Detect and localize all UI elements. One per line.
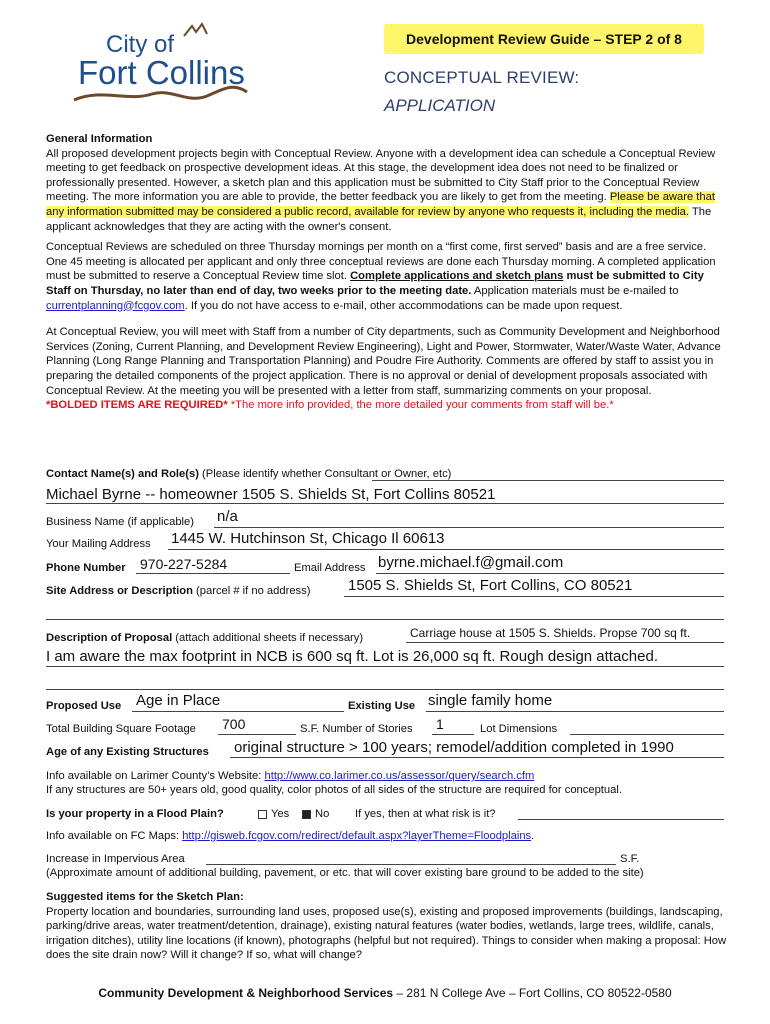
proposed-use-field[interactable]: Age in Place bbox=[136, 692, 221, 709]
fc-maps-info: Info available on FC Maps: http://gisweb.fcgov.com/redirect/default.aspx?layerTheme=Floodplains. bbox=[46, 830, 535, 842]
age-field[interactable]: original structure > 100 years; remodel/addition completed in 1990 bbox=[234, 739, 674, 756]
site-line-2 bbox=[46, 619, 724, 620]
flood-yes-checkbox bbox=[258, 810, 267, 819]
required-note: *BOLDED ITEMS ARE REQUIRED* *The more info provided, the more detailed your comments from staff will be.* bbox=[46, 399, 614, 412]
contact-field[interactable]: Michael Byrne -- homeowner 1505 S. Shields St, Fort Collins 80521 bbox=[46, 486, 496, 503]
lot-dimensions-field[interactable] bbox=[570, 734, 724, 735]
footer bbox=[0, 986, 770, 1000]
phone-field[interactable]: 970-227-5284 bbox=[140, 556, 228, 572]
age-line bbox=[230, 757, 724, 758]
logo-peak-mark bbox=[184, 24, 207, 36]
general-heading: General Information bbox=[46, 133, 153, 145]
email-field[interactable]: byrne.michael.f@gmail.com bbox=[378, 554, 564, 571]
footer-org: Community Development & Neighborhood Services bbox=[98, 986, 394, 1000]
sketch-heading: Suggested items for the Sketch Plan: bbox=[46, 891, 244, 903]
existing-use-label: Existing Use bbox=[348, 700, 416, 712]
city-logo bbox=[72, 22, 302, 117]
flood-plain-label: Is your property in a Flood Plain? bbox=[46, 808, 224, 820]
larimer-link[interactable]: http://www.co.larimer.co.us/assessor/query/search.cfm bbox=[264, 770, 535, 782]
contact-line-2 bbox=[46, 503, 724, 504]
sqft-field[interactable]: 700 bbox=[222, 716, 246, 732]
photos-note: If any structures are 50+ years old, good quality, color photos of all sides of the structure are required for conceptual. bbox=[46, 784, 622, 796]
general-paragraph-1: All proposed development projects begin with Conceptual Review. Anyone with a development idea can schedule a Conceptual Review meeting to get feedback on prospective development ideas. At this stage, the development idea does not need to be finalized or professionally presented. However, a sketch plan and this application must be submitted to City Staff prior to the Conceptual Review meeting. The more information you are able to provide, the better feedback you are likely to get from the meeting. Please be aware that any information submitted may be considered a public record, available for review by anyone who requests it, including the media. The applicant acknowledges that they are acting with the owner's consent. bbox=[46, 147, 716, 233]
sketch-plan-section bbox=[46, 890, 730, 963]
email-line bbox=[376, 573, 724, 574]
description-field-2[interactable]: I am aware the max footprint in NCB is 600 sq ft. Lot is 26,000 sq ft. Rough design attached. bbox=[46, 648, 659, 665]
logo-fort-collins: Fort Collins bbox=[78, 54, 245, 91]
impervious-label: Increase in Impervious Area bbox=[46, 853, 185, 865]
page-subtitle: APPLICATION bbox=[384, 96, 496, 115]
flood-yes-option[interactable]: Yes bbox=[258, 808, 289, 820]
impervious-note: (Approximate amount of additional building, pavement, or etc. that will cover existing bare ground to be added to the site) bbox=[46, 867, 644, 879]
sketch-paragraph: Property location and boundaries, surrounding land uses, proposed use(s), existing and proposed improvements (buildings, landscaping, parking/drive areas, water treatment/detention, drainage), existing natural features (water bodies, wetlands, large trees, wildlife, canals, irrigation ditches), utility line locations (if known), photographs (helpful but not required). Things to consider when making a proposal: How does the site drain now? Will it change? If so, what will change? bbox=[46, 905, 727, 962]
phone-line bbox=[136, 573, 290, 574]
mailing-label: Your Mailing Address bbox=[46, 538, 151, 550]
flood-risk-label: If yes, then at what risk is it? bbox=[355, 808, 496, 820]
impervious-field[interactable] bbox=[206, 864, 616, 865]
general-paragraph-2: Conceptual Reviews are scheduled on three Thursday mornings per month on a “first come, first served” basis and are a free service. One 45 meeting is allocated per applicant and only three conceptual reviews are done each Thursday morning. A completed application must be submitted to reserve a Conceptual Review time slot. Complete applications and sketch plans must be submitted to City Staff on Thursday, no later than end of day, two weeks prior to the meeting date. Application materials must be e-mailed to currentplanning@fcgov.com. If you do not have access to e-mail, other accommodations can be made upon request. bbox=[46, 241, 716, 312]
fc-maps-link[interactable]: http://gisweb.fcgov.com/redirect/default.aspx?layerTheme=Floodplains bbox=[182, 830, 532, 842]
description-line-2 bbox=[46, 666, 724, 667]
site-label: Site Address or Description (parcel # if no address) bbox=[46, 585, 311, 597]
existing-use-line bbox=[426, 711, 724, 712]
general-information bbox=[46, 132, 730, 413]
description-field-1[interactable]: Carriage house at 1505 S. Shields. Propse 700 sq ft. bbox=[410, 626, 691, 640]
mailing-line bbox=[168, 549, 724, 550]
flood-no-option[interactable]: No bbox=[302, 808, 329, 820]
step-indicator: Development Review Guide – STEP 2 of 8 bbox=[384, 24, 704, 54]
email-link[interactable]: currentplanning@fcgov.com bbox=[46, 299, 185, 312]
flood-no-checkbox bbox=[302, 810, 311, 819]
flood-risk-field[interactable] bbox=[518, 819, 724, 820]
sqft-label: Total Building Square Footage bbox=[46, 723, 196, 735]
stories-line bbox=[432, 734, 474, 735]
sqft-line bbox=[218, 734, 296, 735]
contact-label: Contact Name(s) and Role(s) (Please identify whether Consultant or Owner, etc) bbox=[46, 468, 452, 480]
larimer-info: Info available on Larimer County’s Website: http://www.co.larimer.co.us/assessor/query/search.cfm bbox=[46, 770, 535, 782]
business-label: Business Name (if applicable) bbox=[46, 516, 194, 528]
business-line bbox=[214, 527, 724, 528]
footer-address: – 281 N College Ave – Fort Collins, CO 80522-0580 bbox=[393, 986, 672, 1000]
mailing-field[interactable]: 1445 W. Hutchinson St, Chicago Il 60613 bbox=[171, 530, 445, 547]
site-field[interactable]: 1505 S. Shields St, Fort Collins, CO 80521 bbox=[348, 577, 633, 594]
contact-line bbox=[372, 480, 724, 481]
stories-label: S.F. Number of Stories bbox=[300, 723, 413, 735]
business-field[interactable]: n/a bbox=[217, 508, 238, 525]
public-record-notice: Please be aware that any information submitted may be considered a public record, available for review by anyone who requests it, including the media. bbox=[46, 191, 715, 218]
description-label: Description of Proposal (attach additional sheets if necessary) bbox=[46, 632, 364, 644]
impervious-unit: S.F. bbox=[620, 853, 640, 865]
description-line-3 bbox=[46, 689, 724, 690]
email-label: Email Address bbox=[294, 562, 366, 574]
site-line bbox=[344, 596, 724, 597]
stories-field[interactable]: 1 bbox=[436, 716, 444, 732]
page-title: CONCEPTUAL REVIEW: bbox=[384, 68, 580, 87]
logo-city-of: City of bbox=[106, 31, 175, 58]
lot-dimensions-label: Lot Dimensions bbox=[480, 723, 558, 735]
proposed-use-line bbox=[132, 711, 344, 712]
phone-label: Phone Number bbox=[46, 562, 126, 574]
description-line bbox=[406, 642, 724, 643]
proposed-use-label: Proposed Use bbox=[46, 700, 122, 712]
existing-use-field[interactable]: single family home bbox=[428, 692, 553, 709]
general-paragraph-3: At Conceptual Review, you will meet with Staff from a number of City departments, such as Community Development and Neighborhood Services (Zoning, Current Planning, and Development Review Engineering), Light and Power, Stormwater, Water/Waste Water, Advance Planning (Long Range Planning and Transportation Planning) and Poudre Fire Authority. Comments are offered by staff to assist you in preparing the detailed components of the project application. There is no approval or denial of development proposals associated with Conceptual Review. At the meeting you will be presented with a letter from staff, summarizing comments on your proposal. bbox=[46, 326, 721, 397]
age-label: Age of any Existing Structures bbox=[46, 746, 209, 758]
